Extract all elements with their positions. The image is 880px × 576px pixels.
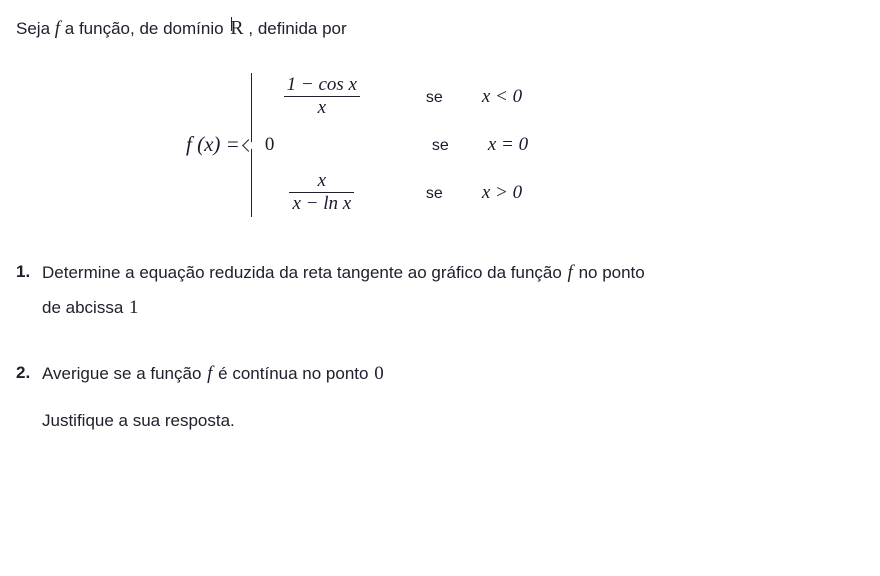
left-brace <box>244 73 258 217</box>
fraction-1-denominator: x <box>317 97 327 119</box>
function-notation-fx: f (x) = <box>186 132 240 157</box>
intro-paragraph <box>16 14 864 43</box>
case-condition-3 <box>386 182 522 204</box>
intro-text-before: Seja <box>16 19 51 38</box>
question-1-text-c: de abcissa <box>42 298 124 318</box>
question-2-text-b: é contínua no ponto <box>218 363 369 383</box>
brace-tip <box>242 139 255 152</box>
question-2-point-value: 0 <box>374 362 384 384</box>
case-condition-1 <box>386 86 522 108</box>
case-row <box>258 73 528 121</box>
case-expression-3 <box>258 171 386 214</box>
question-1-abscissa-value: 1 <box>129 297 139 319</box>
question-2-line-2: Justifique a sua resposta. <box>42 411 235 431</box>
questions-list <box>16 259 864 434</box>
question-2-line-1 <box>42 360 864 388</box>
question-1-line-1 <box>42 259 864 287</box>
real-numbers-symbol <box>228 14 243 42</box>
question-1-text-a: Determine a equação reduzida da reta tangente ao gráfico da função <box>42 262 562 282</box>
intro-text-middle: a função, de domínio <box>64 19 224 38</box>
question-1-function-symbol: f <box>567 261 573 283</box>
case-3-se-label: se <box>425 184 443 202</box>
case-expression-2 <box>258 134 392 156</box>
question-item-1 <box>16 259 864 322</box>
fraction-1 <box>284 75 360 118</box>
question-2-text-a: Averigue se a função <box>42 363 202 383</box>
case-2-value: 0 <box>264 133 275 155</box>
question-2-body <box>42 360 864 434</box>
question-1-line-2 <box>42 294 864 322</box>
question-1-number: 1. <box>16 261 31 281</box>
case-row <box>258 169 528 217</box>
question-2-function-symbol: f <box>207 362 213 384</box>
question-1-body <box>42 259 864 322</box>
fraction-3-numerator: x <box>317 170 327 191</box>
cases-list <box>258 73 528 217</box>
question-1-text-b: no ponto <box>578 262 645 282</box>
function-symbol-f: f <box>54 18 61 39</box>
case-row <box>258 121 528 169</box>
intro-text-tail: , definida por <box>248 19 347 38</box>
case-condition-2 <box>392 134 528 156</box>
case-expression-1 <box>258 75 386 118</box>
case-3-condition-text: x > 0 <box>481 181 523 203</box>
piecewise-function-definition <box>186 73 864 217</box>
question-2-number: 2. <box>16 362 31 382</box>
fraction-3-denominator: x − ln x <box>292 193 352 215</box>
fraction-1-numerator: 1 − cos x <box>286 74 357 95</box>
question-item-2 <box>16 360 864 434</box>
case-2-se-label: se <box>431 136 449 154</box>
case-1-condition-text: x < 0 <box>481 85 523 107</box>
case-2-condition-text: x = 0 <box>487 133 529 155</box>
fraction-3 <box>289 171 354 214</box>
case-1-se-label: se <box>425 88 443 106</box>
